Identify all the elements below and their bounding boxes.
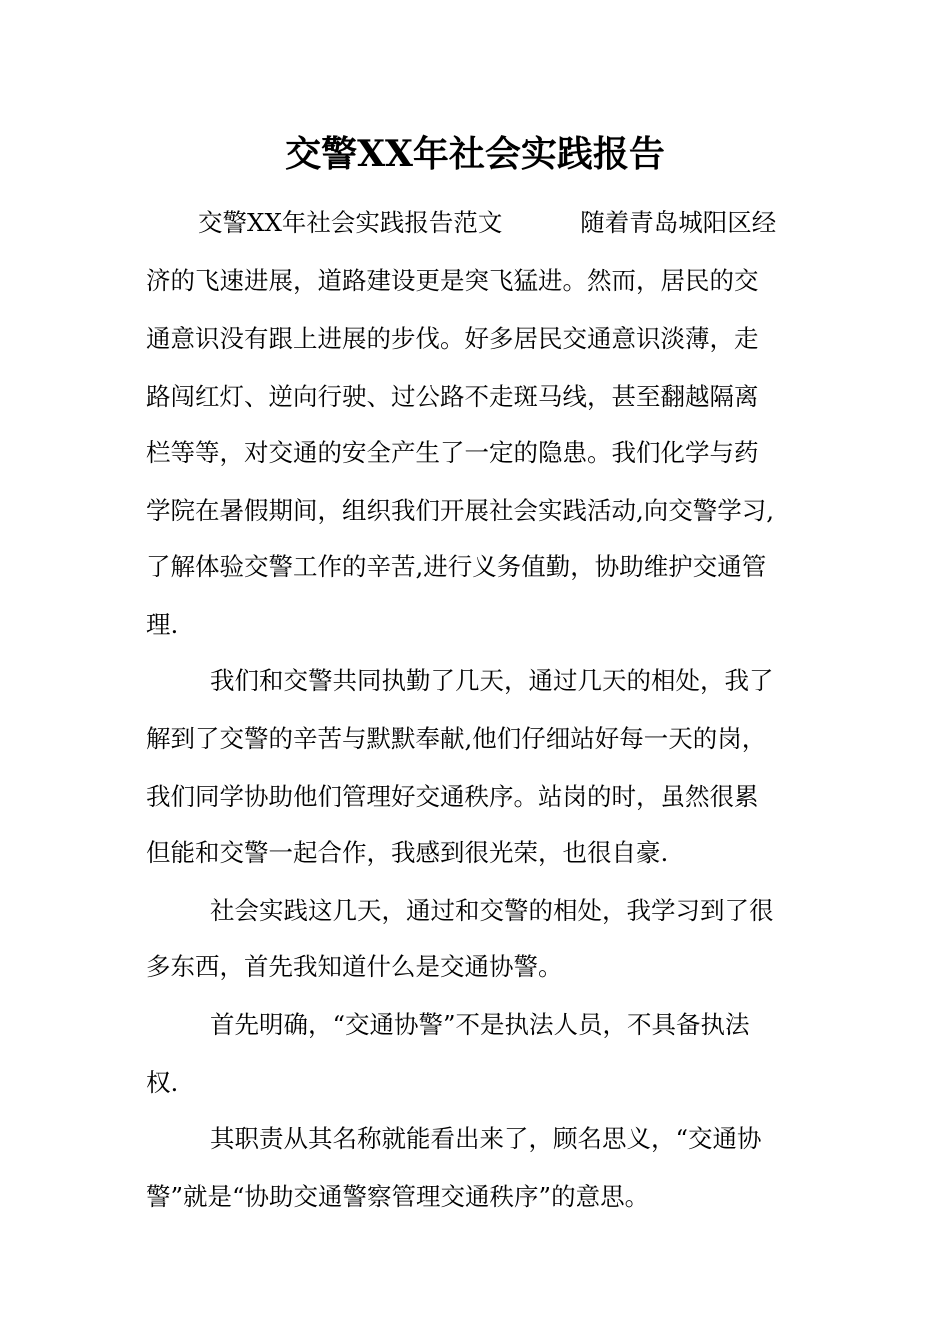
text-line: 多东西，首先我知道什么是交通协警。: [146, 952, 563, 981]
text-line: 交警XX年社会实践报告范文 随着青岛城阳区经: [198, 208, 777, 237]
text-line: 理.: [146, 610, 179, 639]
text-line: 学院在暑假期间，组织我们开展社会实践活动,向交警学习,: [146, 496, 775, 525]
text-line: 我们同学协助他们管理好交通秩序。站岗的时，虽然很累: [146, 782, 759, 811]
text-line: 路闯红灯、逆向行驶、过公路不走斑马线，甚至翻越隔离: [146, 382, 759, 411]
text-line: 其职责从其名称就能看出来了，顾名思义，“交通协: [210, 1124, 762, 1153]
text-line: 解到了交警的辛苦与默默奉献,他们仔细站好每一天的岗，: [146, 724, 767, 753]
text-line: 警”就是“协助交通警察管理交通秩序”的意思。: [146, 1182, 650, 1211]
text-line: 了解体验交警工作的辛苦,进行义务值勤，协助维护交通管: [146, 552, 767, 581]
text-line: 首先明确，“交通协警”不是执法人员，不具备执法: [210, 1010, 750, 1039]
text-line: 我们和交警共同执勤了几天，通过几天的相处，我了: [210, 666, 774, 695]
text-line: 济的飞速进展，道路建设更是突飞猛进。然而，居民的交: [146, 266, 759, 295]
text-line: 通意识没有跟上进展的步伐。好多居民交通意识淡薄，走: [146, 324, 759, 353]
text-line: 栏等等，对交通的安全产生了一定的隐患。我们化学与药: [146, 438, 759, 467]
text-line: 权.: [146, 1068, 179, 1097]
document-title: 交警XX年社会实践报告: [285, 133, 665, 175]
text-line: 但能和交警一起合作，我感到很光荣，也很自豪.: [146, 838, 669, 867]
text-line: 社会实践这几天，通过和交警的相处，我学习到了很: [210, 896, 774, 925]
